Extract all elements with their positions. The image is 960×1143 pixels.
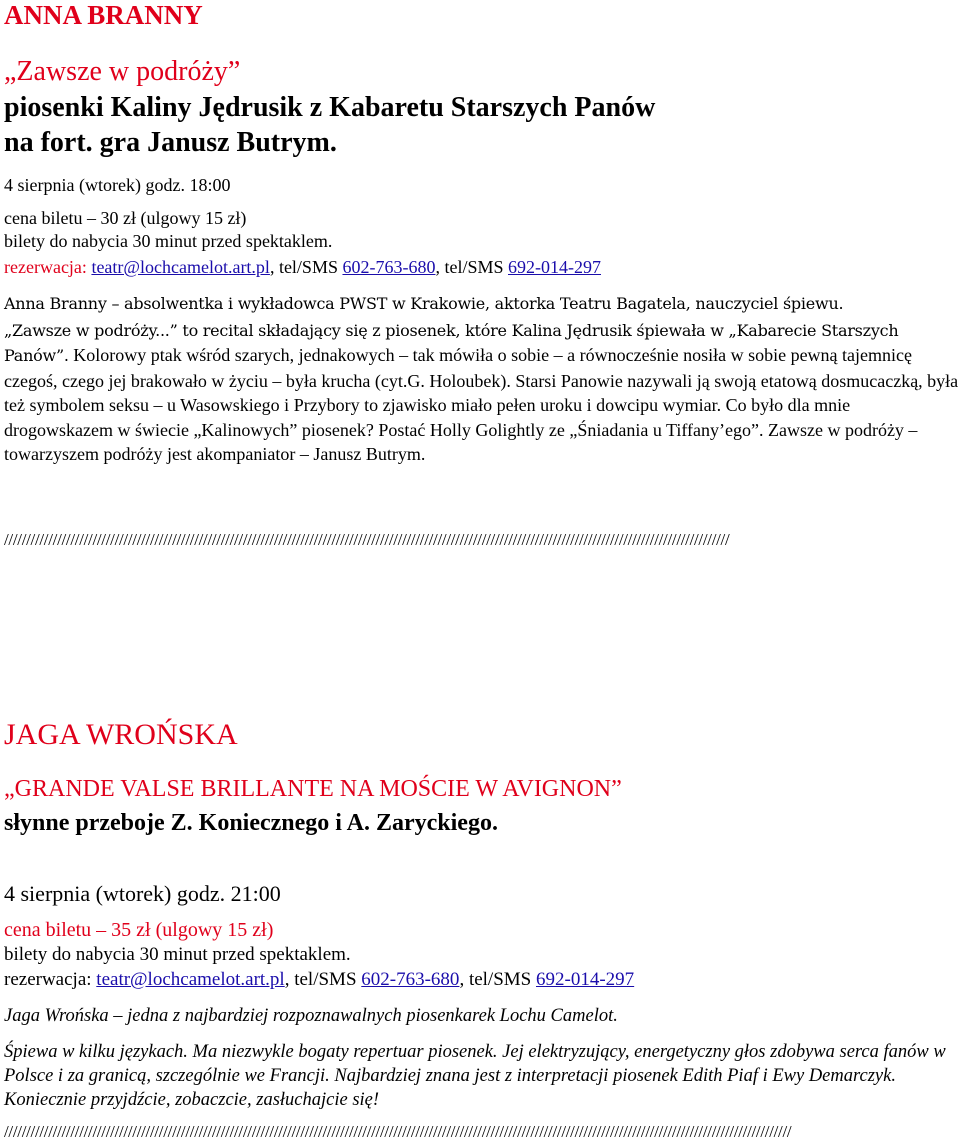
- phone-sep-2a: , tel/SMS: [284, 969, 362, 990]
- show-subtitle-1-line2: na fort. gra Janusz Butrym.: [4, 127, 337, 158]
- ticket-price-1: cena biletu – 30 zł (ulgowy 15 zł): [4, 208, 247, 228]
- ticket-price-2: cena biletu – 35 zł (ulgowy 15 zł): [4, 919, 274, 941]
- description-1: [4, 318, 959, 466]
- phone-sep-1b: , tel/SMS: [435, 257, 508, 277]
- phone-link-2a[interactable]: 602-763-680: [361, 969, 460, 990]
- reservation-label-1: rezerwacja:: [4, 257, 92, 277]
- show-subtitle-1-line1: piosenki Kaliny Jędrusik z Kabaretu Starszych Panów: [4, 92, 656, 123]
- phone-sep-1a: , tel/SMS: [269, 257, 343, 277]
- ticket-info-2: bilety do nabycia 30 minut przed spektaklem.: [4, 944, 351, 965]
- phone-sep-2b: , tel/SMS: [459, 969, 536, 990]
- bio-2: Jaga Wrońska – jedna z najbardziej rozpoznawalnych piosenkarek Lochu Camelot.: [4, 1006, 618, 1026]
- event-date-2: 4 sierpnia (wtorek) godz. 21:00: [4, 881, 281, 906]
- email-link-1[interactable]: teatr@lochcamelot.art.pl: [91, 257, 270, 277]
- phone-link-1b[interactable]: 692-014-297: [508, 257, 601, 277]
- show-title-2: „GRANDE VALSE BRILLANTE NA MOŚCIE W AVIGNON”: [4, 776, 622, 802]
- performer-name-2: JAGA WROŃSKA: [4, 718, 238, 751]
- reservation-label-2: rezerwacja:: [4, 969, 97, 990]
- event-date-1: 4 sierpnia (wtorek) godz. 18:00: [4, 175, 231, 195]
- reservation-line-2: [4, 969, 634, 992]
- bio-1: Anna Branny – absolwentka i wykładowca PWST w Krakowie, aktorka Teatru Bagatela, nauczyciel śpiewu.: [4, 294, 844, 313]
- description-1-body: Kolorowy ptak wśród szarych, jednakowych – tak mówiła o sobie – a równocześnie nosiła w sobie pewną tajemnicę czegoś, czego jej brakowało w życiu – była krucha (cyt.G. Holoubek). Starsi Panowie nazywali ją swoją etatową dosmucaczką, była też symbolem seksu – u Wasowskiego i Przybory to zjawisko miało pełen uroku i dowcipu wymiar. Co było dla mnie drogowskazem w świecie „Kalinowych” piosenek? Postać Holly Golightly ze „Śniadania u Tiffany’ego”. Zawsze w podróży – towarzyszem podróży jest akompaniator – Janusz Butrym.: [4, 345, 959, 465]
- reservation-line-1: [4, 256, 601, 279]
- ticket-info-1: bilety do nabycia 30 minut przed spektaklem.: [4, 231, 333, 251]
- show-title-1: „Zawsze w podróży”: [4, 56, 241, 87]
- show-subtitle-2: słynne przeboje Z. Koniecznego i A. Zaryckiego.: [4, 810, 498, 836]
- email-link-2[interactable]: teatr@lochcamelot.art.pl: [96, 969, 285, 990]
- divider-2: //////////////////////////////////////////////////////////////////////////////////////////////////////////////////////////////////////////////////////////////////////////////////: [4, 1122, 792, 1141]
- description-1-intro: „Zawsze w podróży...” to recital składający się z piosenek, które Kalina Jędrusik śpiewała w „Kabarecie Starszych Panów”.: [4, 321, 899, 366]
- performer-name-1: ANNA BRANNY: [4, 0, 203, 30]
- description-2: Śpiewa w kilku językach. Ma niezwykle bogaty repertuar piosenek. Jej elektryzujący, energetyczny głos zdobywa serca fanów w Polsce i za granicą, szczególnie we Francji. Najbardziej znana jest z interpretacji piosenek Edith Piaf i Ewy Demarczyk. Koniecznie przyjdźcie, zobaczcie, zasłuchajcie się!: [4, 1042, 946, 1110]
- phone-link-2b[interactable]: 692-014-297: [536, 969, 635, 990]
- phone-link-1a[interactable]: 602-763-680: [342, 257, 436, 277]
- divider-1: ////////////////////////////////////////////////////////////////////////////////////////////////////////////////////////////////////////////////////////////////////: [4, 530, 730, 549]
